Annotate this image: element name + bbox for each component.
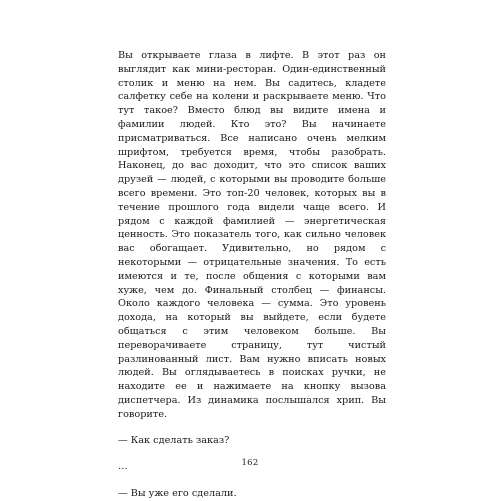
dialogue-ellipsis: … <box>118 461 128 473</box>
paragraph-main: Вы открываете глаза в лифте. В этот раз он выглядит как мини-ресторан. Один-единственный столик и меню на нем. Вы садитесь, кладете салфетку себе на колени и раскрываете меню. Что тут такое? Вместо блюд вы видите имена и фамилии людей. Кто это? Вы начинаете присматриваться. Все написано очень мелким шрифтом, требуется время, чтобы разобрать. Наконец, до вас доходит, что это список ваших друзей — людей, с которыми вы проводите больше всего времени. Это топ-20 человек, которых вы в течение прошлого года видели чаще всего. И рядом с каждой фамилией — энергетическая ценность. Это показатель того, как сильно человек вас обогащает. Удивительно, но рядом с некоторыми — отрицательные значения. То есть имеются и те, после общения с которыми вам хуже, чем до. Финальный столбец — финансы. Около каждого человека — сумма. Это уровень дохода, на который вы выйдете, если будете общаться с этим человеком больше. Вы переворачиваете страницу, тут чистый разлинованный лист. Вам нужно вписать новых людей. Вы оглядываетесь в поисках ручки, не находите ее и нажимаете на кнопку вызова диспетчера. Из динамика послышался хрип. Вы говорите. <box>118 50 386 420</box>
page-number: 162 <box>241 458 259 468</box>
body-text <box>118 49 386 501</box>
dialogue-answer: — Вы уже его сделали. <box>118 488 237 500</box>
dialogue-question: — Как сделать заказ? <box>118 434 230 446</box>
